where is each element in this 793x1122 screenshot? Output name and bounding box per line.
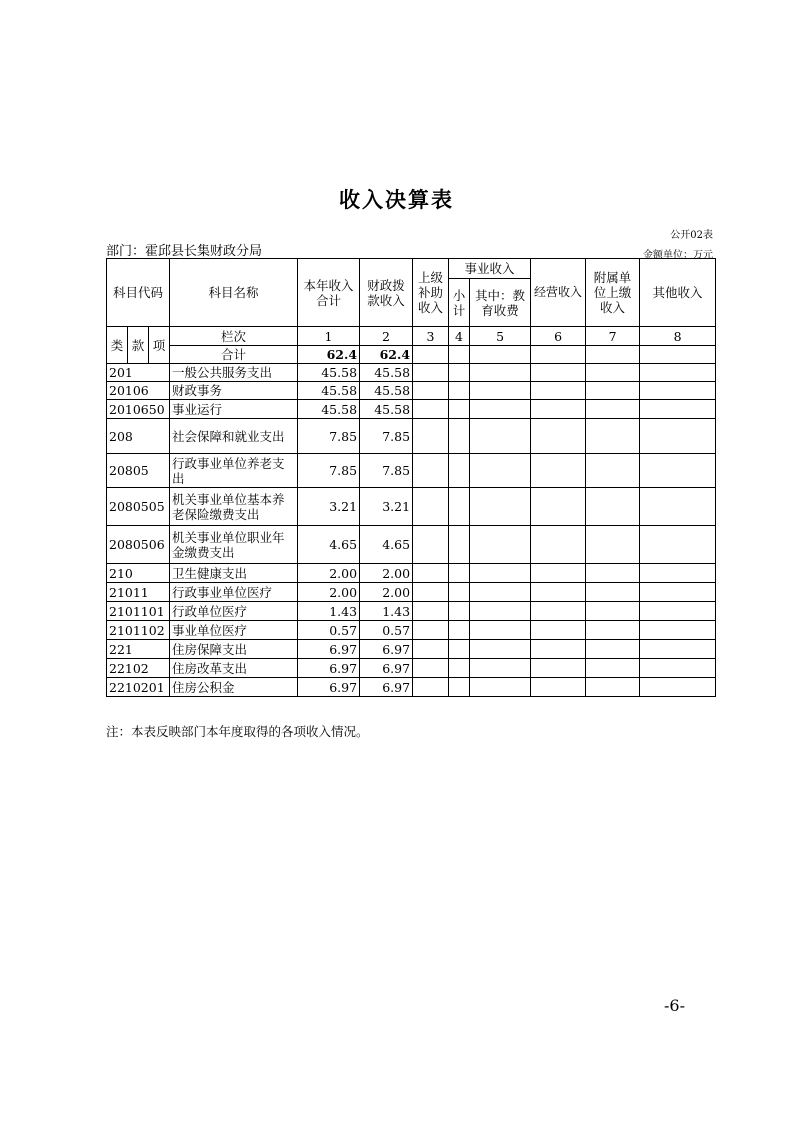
row-empty-cell — [470, 454, 531, 488]
table-row — [107, 454, 716, 488]
header-xiang: 项 — [149, 327, 170, 364]
row-empty-cell — [470, 488, 531, 526]
row-fiscal: 0.57 — [360, 621, 413, 640]
row-name: 住房改革支出 — [170, 659, 298, 678]
row-empty-cell — [413, 640, 449, 659]
row-name: 机关事业单位基本养老保险缴费支出 — [170, 488, 298, 526]
row-empty-cell — [449, 454, 470, 488]
row-empty-cell — [449, 526, 470, 564]
table-row — [107, 564, 716, 583]
table-header — [107, 259, 716, 364]
row-empty-cell — [640, 400, 716, 419]
header-education-fee: 其中：教育收费 — [470, 279, 531, 327]
table-row — [107, 364, 716, 382]
row-empty-cell — [449, 419, 470, 454]
row-empty-cell — [640, 564, 716, 583]
total-label: 合计 — [170, 346, 298, 364]
header-total-income: 本年收入合计 — [298, 259, 360, 327]
row-code: 2080505 — [107, 488, 170, 526]
row-name: 行政单位医疗 — [170, 602, 298, 621]
row-fiscal: 7.85 — [360, 454, 413, 488]
row-empty-cell — [413, 659, 449, 678]
page-number: -6- — [664, 996, 685, 1015]
row-fiscal: 6.97 — [360, 640, 413, 659]
row-empty-cell — [470, 678, 531, 697]
row-code: 210 — [107, 564, 170, 583]
row-fiscal: 2.00 — [360, 583, 413, 602]
row-total-income: 3.21 — [298, 488, 360, 526]
row-total-income: 6.97 — [298, 640, 360, 659]
row-empty-cell — [640, 678, 716, 697]
total-income-value: 62.4 — [298, 346, 360, 364]
row-empty-cell — [640, 583, 716, 602]
row-fiscal: 3.21 — [360, 488, 413, 526]
row-empty-cell — [531, 400, 586, 419]
row-empty-cell — [413, 400, 449, 419]
row-empty-cell — [413, 583, 449, 602]
footnote: 注：本表反映部门本年度取得的各项收入情况。 — [106, 724, 369, 739]
row-total-income: 0.57 — [298, 621, 360, 640]
row-empty-cell — [586, 382, 640, 400]
row-empty-cell — [470, 659, 531, 678]
row-total-income: 45.58 — [298, 364, 360, 382]
row-empty-cell — [413, 602, 449, 621]
page-title: 收入决算表 — [339, 188, 454, 212]
table-row — [107, 621, 716, 640]
row-empty-cell — [531, 364, 586, 382]
row-empty-cell — [449, 583, 470, 602]
row-empty-cell — [449, 382, 470, 400]
col-number: 6 — [531, 327, 586, 346]
row-empty-cell — [531, 602, 586, 621]
row-empty-cell — [413, 564, 449, 583]
row-empty-cell — [640, 419, 716, 454]
row-total-income: 7.85 — [298, 454, 360, 488]
row-fiscal: 45.58 — [360, 382, 413, 400]
table-row — [107, 382, 716, 400]
row-empty-cell — [470, 564, 531, 583]
row-empty-cell — [531, 621, 586, 640]
row-empty-cell — [531, 454, 586, 488]
row-empty-cell — [531, 382, 586, 400]
row-empty-cell — [470, 526, 531, 564]
table-body — [107, 364, 716, 697]
row-empty-cell — [640, 602, 716, 621]
row-code: 208 — [107, 419, 170, 454]
row-empty-cell — [640, 621, 716, 640]
row-total-income: 6.97 — [298, 659, 360, 678]
row-empty-cell — [413, 678, 449, 697]
table-row — [107, 419, 716, 454]
col-number: 5 — [470, 327, 531, 346]
row-empty-cell — [586, 583, 640, 602]
row-empty-cell — [449, 659, 470, 678]
row-total-income: 7.85 — [298, 419, 360, 454]
row-fiscal: 2.00 — [360, 564, 413, 583]
row-empty-cell — [531, 526, 586, 564]
col-number: 7 — [586, 327, 640, 346]
header-upper-subsidy: 上级补助收入 — [413, 259, 449, 327]
row-code: 2101101 — [107, 602, 170, 621]
table-row — [107, 400, 716, 419]
row-empty-cell — [449, 564, 470, 583]
row-code: 22102 — [107, 659, 170, 678]
header-subtotal: 小计 — [449, 279, 470, 327]
table-row — [107, 488, 716, 526]
table-row — [107, 583, 716, 602]
row-fiscal: 45.58 — [360, 364, 413, 382]
department-label: 部门：霍邱县长集财政分局 — [106, 244, 263, 259]
row-empty-cell — [413, 454, 449, 488]
header-name: 科目名称 — [170, 259, 298, 327]
row-empty-cell — [413, 621, 449, 640]
col-number: 2 — [360, 327, 413, 346]
row-code: 2210201 — [107, 678, 170, 697]
row-total-income: 45.58 — [298, 382, 360, 400]
col-number: 8 — [640, 327, 716, 346]
row-name: 事业单位医疗 — [170, 621, 298, 640]
row-empty-cell — [586, 400, 640, 419]
header-code: 科目代码 — [107, 259, 170, 327]
row-empty-cell — [531, 583, 586, 602]
row-total-income: 2.00 — [298, 583, 360, 602]
row-empty-cell — [640, 364, 716, 382]
row-empty-cell — [449, 602, 470, 621]
table-row — [107, 678, 716, 697]
table-row — [107, 640, 716, 659]
amount-unit-label: 金额单位：万元 — [643, 250, 713, 261]
row-empty-cell — [586, 602, 640, 621]
row-name: 事业运行 — [170, 400, 298, 419]
row-total-income: 1.43 — [298, 602, 360, 621]
row-code: 2010650 — [107, 400, 170, 419]
row-total-income: 2.00 — [298, 564, 360, 583]
row-empty-cell — [413, 488, 449, 526]
row-name: 社会保障和就业支出 — [170, 419, 298, 454]
row-empty-cell — [531, 488, 586, 526]
row-empty-cell — [586, 621, 640, 640]
row-empty-cell — [640, 382, 716, 400]
row-empty-cell — [531, 678, 586, 697]
table-row — [107, 526, 716, 564]
row-name: 财政事务 — [170, 382, 298, 400]
row-empty-cell — [640, 640, 716, 659]
row-empty-cell — [586, 659, 640, 678]
row-code: 221 — [107, 640, 170, 659]
total-fiscal-value: 62.4 — [360, 346, 413, 364]
row-code: 20106 — [107, 382, 170, 400]
row-code: 20805 — [107, 454, 170, 488]
row-empty-cell — [449, 621, 470, 640]
row-empty-cell — [586, 454, 640, 488]
row-name: 行政事业单位医疗 — [170, 583, 298, 602]
row-empty-cell — [531, 419, 586, 454]
row-empty-cell — [586, 364, 640, 382]
row-empty-cell — [413, 382, 449, 400]
row-fiscal: 6.97 — [360, 659, 413, 678]
row-name: 机关事业单位职业年金缴费支出 — [170, 526, 298, 564]
row-code: 2080506 — [107, 526, 170, 564]
table-row — [107, 602, 716, 621]
header-business-income: 事业收入 — [449, 259, 531, 279]
row-empty-cell — [531, 564, 586, 583]
col-number: 4 — [449, 327, 470, 346]
row-empty-cell — [586, 419, 640, 454]
row-code: 201 — [107, 364, 170, 382]
row-empty-cell — [449, 678, 470, 697]
row-total-income: 6.97 — [298, 678, 360, 697]
row-fiscal: 6.97 — [360, 678, 413, 697]
row-total-income: 45.58 — [298, 400, 360, 419]
row-empty-cell — [470, 602, 531, 621]
row-empty-cell — [449, 488, 470, 526]
row-empty-cell — [531, 640, 586, 659]
row-fiscal: 4.65 — [360, 526, 413, 564]
row-empty-cell — [470, 382, 531, 400]
row-empty-cell — [586, 678, 640, 697]
row-empty-cell — [586, 526, 640, 564]
header-fiscal: 财政拨款收入 — [360, 259, 413, 327]
row-empty-cell — [586, 640, 640, 659]
row-empty-cell — [413, 419, 449, 454]
row-empty-cell — [413, 364, 449, 382]
header-operating: 经营收入 — [531, 259, 586, 327]
row-empty-cell — [531, 659, 586, 678]
row-empty-cell — [470, 419, 531, 454]
row-empty-cell — [470, 640, 531, 659]
header-other: 其他收入 — [640, 259, 716, 327]
row-name: 卫生健康支出 — [170, 564, 298, 583]
row-fiscal: 7.85 — [360, 419, 413, 454]
form-number: 公开02表 — [670, 230, 713, 241]
row-empty-cell — [449, 400, 470, 419]
row-code: 21011 — [107, 583, 170, 602]
table-row — [107, 659, 716, 678]
col-number: 1 — [298, 327, 360, 346]
header-kuan: 款 — [128, 327, 149, 364]
row-total-income: 4.65 — [298, 526, 360, 564]
row-empty-cell — [470, 583, 531, 602]
row-fiscal: 1.43 — [360, 602, 413, 621]
row-empty-cell — [640, 488, 716, 526]
row-fiscal: 45.58 — [360, 400, 413, 419]
row-name: 住房公积金 — [170, 678, 298, 697]
row-name: 一般公共服务支出 — [170, 364, 298, 382]
row-empty-cell — [640, 454, 716, 488]
row-code: 2101102 — [107, 621, 170, 640]
header-affiliated: 附属单位上缴收入 — [586, 259, 640, 327]
row-name: 行政事业单位养老支出 — [170, 454, 298, 488]
col-index-label: 栏次 — [170, 327, 298, 346]
col-number: 3 — [413, 327, 449, 346]
row-empty-cell — [586, 564, 640, 583]
row-empty-cell — [640, 659, 716, 678]
row-empty-cell — [470, 621, 531, 640]
row-empty-cell — [470, 364, 531, 382]
row-empty-cell — [640, 526, 716, 564]
row-empty-cell — [586, 488, 640, 526]
row-name: 住房保障支出 — [170, 640, 298, 659]
header-lei: 类 — [107, 327, 128, 364]
row-empty-cell — [449, 640, 470, 659]
row-empty-cell — [449, 364, 470, 382]
row-empty-cell — [470, 400, 531, 419]
row-empty-cell — [413, 526, 449, 564]
income-table — [106, 258, 716, 697]
